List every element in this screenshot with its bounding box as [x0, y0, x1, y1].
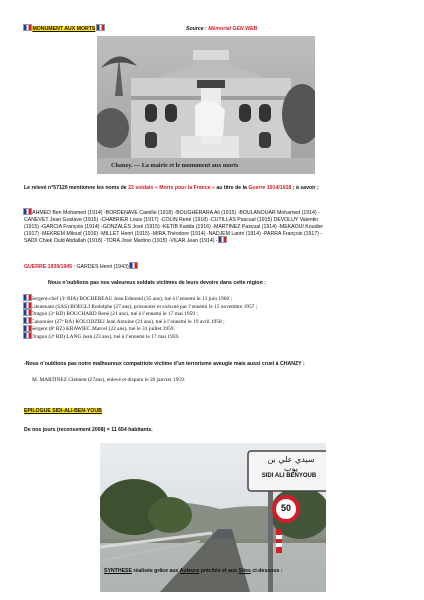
releve-paragraph [24, 185, 404, 193]
soldier-row: Dragon (2ᵉ RD) LANG Jean (23 ans), tué à l’ennemi le 17 mai 1959. [24, 334, 257, 342]
french-flag-icon [24, 310, 31, 315]
french-flag-icon [24, 326, 31, 331]
names-list [24, 210, 408, 245]
sign-arabic: سيدي علي بن يوب [267, 455, 315, 473]
names-line: SAÏDI Chiek Ould Abdallah (1918) -TORA José Martino (1915) -VILAR Jean (1914) - [24, 238, 408, 245]
speed-limit-value: 50 [280, 503, 291, 513]
soldier-row: Canonnier (27ᵉ RA) KOLODZIEJ Jean Antoine (21 ans), tué à l’ennemi le 19 avril 1958 ; [24, 319, 257, 327]
releve-text-3: ; à savoir ; [291, 185, 319, 191]
releve-count: 22 soldats « Morts pour la France » [128, 185, 215, 191]
auteurs-link[interactable]: Auteurs [179, 568, 200, 574]
french-flag-icon [130, 263, 137, 268]
source-line [186, 26, 257, 33]
soldier-row: Sergent (8ᵉ RZ) KRAWIEC Marcel (22 ans), tué le 31 juillet 1959. [24, 326, 257, 334]
names-line: (1917) -MEKREM Miloud (1916) -MILLET Henri (1915) -MIRA Théodore (1914) -NADJEM Lantri (1914) -PARRA François (1917) - [24, 231, 323, 237]
synthese-line: SYNTHESE réalisée grâce aux Auteurs précités et aux Sites ci-dessous : [104, 568, 283, 574]
french-flag-icon [24, 295, 31, 300]
epilogue-title-text: EPILOGUE SIDI-ALI-BEN-YOUB [24, 408, 102, 414]
releve-war: Guerre 1914/1918 [248, 185, 292, 191]
source-link[interactable]: Mémorial GEN WEB [208, 26, 258, 32]
names-line: CANEVET Jean Gustave (1915) -CHABRIER Louis (1917) -COLIN René (1918) -CUTILLAS Pascual (1915) DEVOLUY Valentin [24, 217, 319, 223]
soldiers-list [24, 296, 257, 342]
war2-label: GUERRE 1939/1945 [24, 264, 73, 270]
releve-text-1: Le relevé n°57120 mentionne les noms de [24, 185, 129, 191]
soldier-row: Dragon (2ᵉ RD) BOUCHARD René (21 ans), tué à l’ennemi le 17 mai 1959 ; [24, 311, 257, 319]
header-title-row [24, 26, 104, 33]
epilogue-title [24, 408, 102, 415]
monument-photo-caption: Chanzy. — La mairie et le monument aux morts [111, 162, 239, 169]
sign-latin: SIDI ALI BENYOUB [261, 473, 317, 479]
french-flag-icon [24, 25, 31, 30]
terror-victim: M. MARTINEZ Clément (27ans), enlevé et disparu le 26 janvier 1959. [32, 377, 186, 383]
soldier-row: Sergent-chef (3ᵉ RIA) BOCHEREAU Jean Edmond (35 ans), tué à l’ennemi le 13 juin 1960 ; [24, 296, 257, 304]
names-line: AHMED Ben Mohamed (1914) -BORDENAVE Camille (1918) -BOUGHÉRARA Ali (1915) -BOULANOUAR Mohamed (1914) - [24, 210, 408, 217]
monument-photo-drawing [97, 36, 315, 174]
names-line: (1915) -GARCIA François (1914) -GONZALÈS José (1915) -KETIB Kadda (1916) -MARTINEZ Pascual (1914) -MEKAOUI Kouider [24, 224, 324, 230]
french-flag-icon [219, 237, 226, 242]
war2-text: : GARDES Henri (1943) [72, 264, 131, 270]
soldier-row: Lieutenant (SAS) BOEGLI Rodolphe (27 ans), prisonnier et exécuté par l’ennemi le 15 novembre 1957 ; [24, 304, 257, 312]
french-flag-icon [24, 209, 31, 214]
synthese-word: SYNTHESE [104, 568, 132, 574]
war2-line [24, 264, 137, 271]
source-prefix: Source : [186, 26, 209, 32]
terror-intro: -Nous n’oublions pas notre malheureux compatriote victime d’un terrorisme aveugle mais aussi cruel à CHANZY : [24, 361, 305, 367]
french-flag-icon [24, 303, 31, 308]
french-flag-icon [24, 318, 31, 323]
releve-text-2: au titre de la [214, 185, 249, 191]
french-flag-icon [24, 333, 31, 338]
monument-photo [97, 36, 315, 174]
french-flag-icon [97, 25, 104, 30]
header-title: MONUMENT AUX MORTS [32, 26, 96, 32]
population-line: De nos jours (recensement 2008) = 11 654 habitants. [24, 427, 153, 433]
soldiers-intro: Nous n’oublions pas nos valeureux soldats victimes de leurs devoirs dans cette région : [48, 280, 266, 286]
sites-link[interactable]: Sites [238, 568, 251, 574]
